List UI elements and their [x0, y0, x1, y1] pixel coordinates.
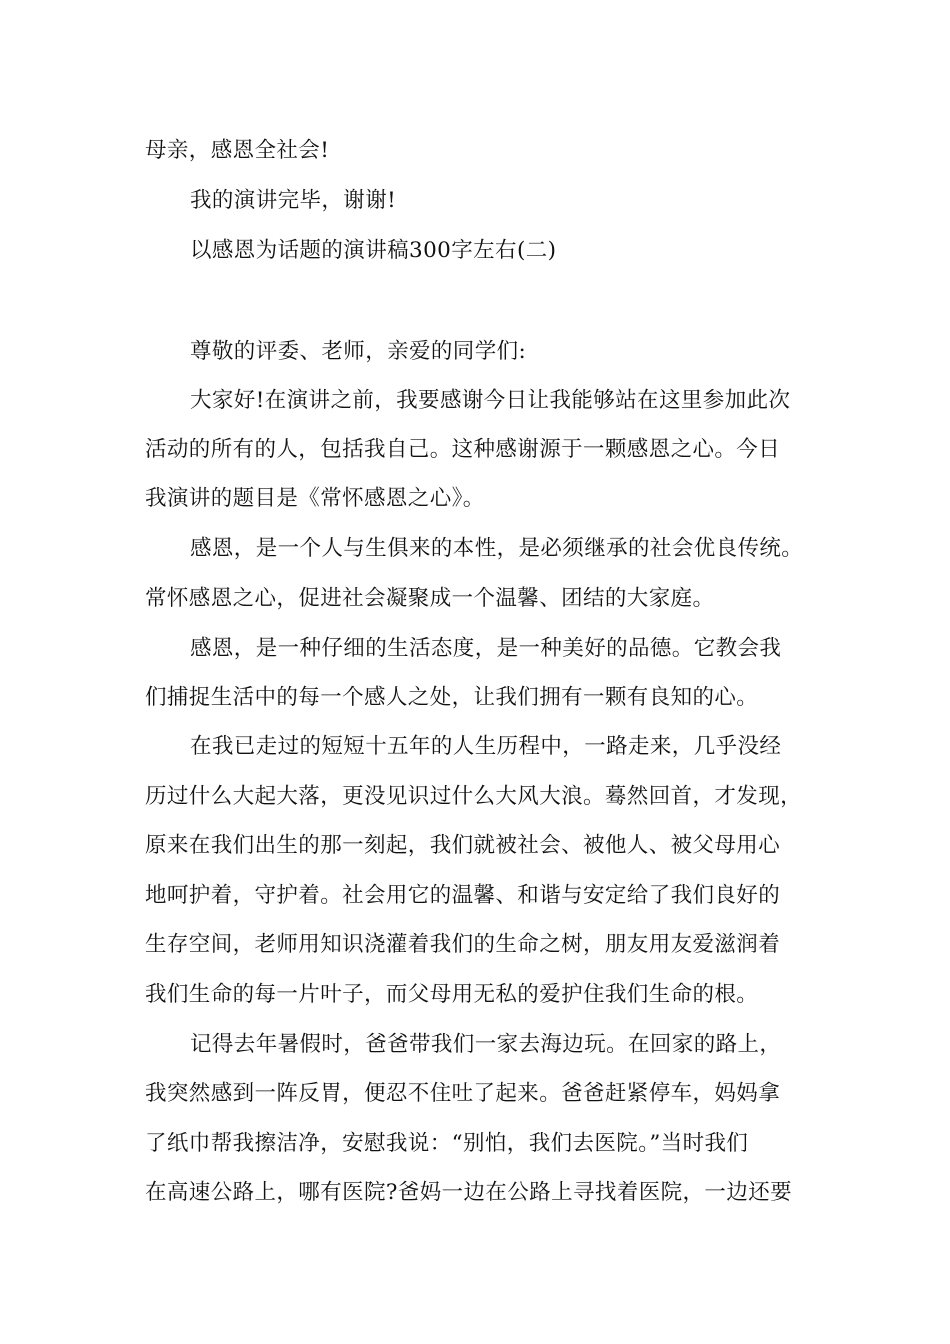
salutation: 尊敬的评委、老师，亲爱的同学们:	[190, 339, 527, 364]
text-line: 感恩，是一个人与生俱来的本性，是必须继承的社会优良传统。	[190, 536, 804, 561]
text-line: 我演讲的题目是《常怀感恩之心》。	[145, 486, 485, 511]
text-line: 常怀感恩之心，促进社会凝聚成一个温馨、团结的大家庭。	[145, 586, 715, 611]
text-line: 生存空间，老师用知识浇灌着我们的生命之树，朋友用友爱滋润着	[145, 932, 781, 957]
text-line: 了纸巾帮我擦洁净，安慰我说：“别怕，我们去医院。”当时我们	[145, 1131, 749, 1156]
text-line: 在高速公路上，哪有医院?爸妈一边在公路上寻找着医院，一边还要	[145, 1180, 793, 1205]
text-line: 我们生命的每一片叶子，而父母用无私的爱护住我们生命的根。	[145, 982, 759, 1007]
text-line: 在我已走过的短短十五年的人生历程中，一路走来，几乎没经	[190, 734, 782, 759]
text-line: 地呵护着，守护着。社会用它的温馨、和谐与安定给了我们良好的	[145, 883, 781, 908]
text-line: 原来在我们出生的那一刻起，我们就被社会、被他人、被父母用心	[145, 833, 781, 858]
text-line: 感恩，是一种仔细的生活态度，是一种美好的品德。它教会我	[190, 636, 782, 661]
text-line: 记得去年暑假时，爸爸带我们一家去海边玩。在回家的路上，	[190, 1032, 782, 1057]
text-line: 我突然感到一阵反胃，便忍不住吐了起来。爸爸赶紧停车，妈妈拿	[145, 1081, 781, 1106]
text-line: 大家好!在演讲之前，我要感谢今日让我能够站在这里参加此次	[190, 388, 791, 413]
text-line: 我的演讲完毕，谢谢!	[190, 188, 397, 213]
text-line: 母亲，感恩全社会!	[145, 138, 330, 163]
text-line: 活动的所有的人，包括我自己。这种感谢源于一颗感恩之心。今日	[145, 437, 781, 462]
text-line: 历过什么大起大落，更没见识过什么大风大浪。蓦然回首，才发现，	[145, 784, 803, 809]
text-line: 们捕捉生活中的每一个感人之处，让我们拥有一颗有良知的心。	[145, 685, 759, 710]
section-heading: 以感恩为话题的演讲稿300字左右(二)	[190, 238, 557, 263]
